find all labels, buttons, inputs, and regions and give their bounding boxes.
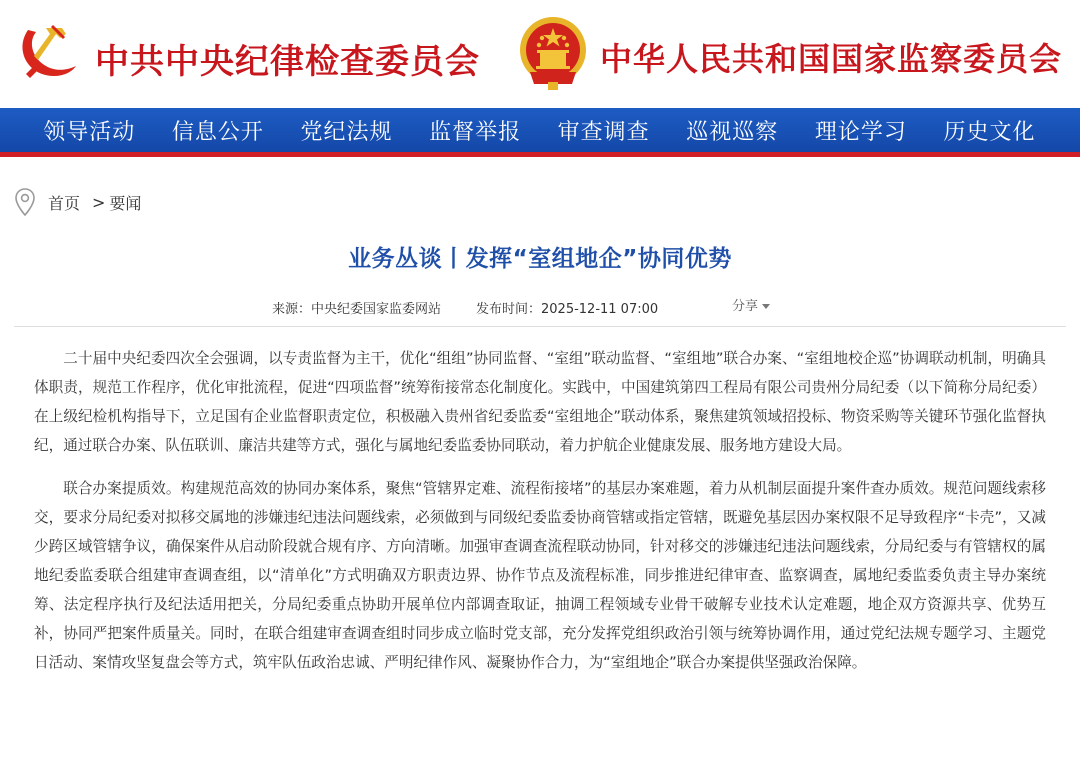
article-meta: [0, 298, 1080, 318]
share-caret-icon: [762, 304, 770, 309]
location-pin-icon: [14, 187, 36, 217]
nav-item-supervision[interactable]: 监督举报: [429, 119, 522, 145]
nav-item-regulations[interactable]: 党纪法规: [300, 119, 393, 145]
main-nav: [0, 108, 1080, 152]
share-label: 分享: [732, 299, 759, 314]
nav-item-theory[interactable]: 理论学习: [814, 119, 907, 145]
nav-item-leadership[interactable]: 领导活动: [43, 119, 136, 145]
breadcrumb: [14, 186, 141, 218]
article-title: 业务丛谈丨发挥“室组地企”协同优势: [348, 246, 732, 272]
breadcrumb-current-link[interactable]: 要闻: [109, 193, 142, 213]
nav-item-inspection[interactable]: 巡视巡察: [686, 119, 779, 145]
share-button[interactable]: [732, 295, 770, 314]
breadcrumb-separator: >: [92, 192, 106, 212]
article-paragraph: 二十届中央纪委四次全会强调，以专责监督为主干，优化“组组”协同监督、“室组”联动监督、“室组地”联合办案、“室组地校企巡”协调联动机制，明确具体职责，规范工作程序，优化审批流程，促进“四项监督”统筹衔接常态化制度化。实践中，中国建筑第四工程局有限公司贵州分局纪委（以下简称分局纪委）在上级纪检机构指导下，立足国有企业监督职责定位，积极融入贵州省纪委监委“室组地企”联动体系，聚焦建筑领域招投标、物资采购等关键环节强化监督执纪，通过联合办案、队伍联训、廉洁共建等方式，强化与属地纪委监委协同联动，着力护航企业健康发展、服务地方建设大局。: [34, 350, 1046, 454]
cpc-ccdi-title: 中共中央纪律检查委员会: [95, 42, 480, 82]
breadcrumb-home-link[interactable]: 首页: [48, 193, 81, 213]
nav-item-history[interactable]: 历史文化: [943, 119, 1036, 145]
party-emblem-icon: [16, 20, 80, 84]
nsc-title: 中华人民共和国国家监察委员会: [600, 40, 1063, 78]
site-header: [0, 0, 1080, 108]
article-source: 来源：中央纪委国家监委网站: [272, 302, 442, 317]
nav-item-investigation[interactable]: 审查调查: [557, 119, 650, 145]
nav-item-information[interactable]: 信息公开: [171, 119, 264, 145]
meta-divider: [14, 326, 1066, 327]
article-paragraph: 联合办案提质效。构建规范高效的协同办案体系，聚焦“管辖界定难、流程衔接堵”的基层办案难题，着力从机制层面提升案件查办质效。规范问题线索移交，要求分局纪委对拟移交属地的涉嫌违纪违法问题线索，必须做到与同级纪委监委协商管辖或指定管辖，既避免基层因办案权限不足导致程序“卡壳”，又减少跨区域管辖争议，确保案件从启动阶段就合规有序、方向清晰。加强审查调查流程联动协同，针对移交的涉嫌违纪违法问题线索，分局纪委与有管辖权的属地纪委监委联合组建审查调查组，以“清单化”方式明确双方职责边界、协作节点及流程标准，同步推进纪律审查、监察调查，属地纪委监委负责主导办案统筹、法定程序执行及纪法适用把关，分局纪委重点协助开展单位内部调查取证，抽调工程领域专业骨干破解专业技术认定难题，地企双方资源共享、优势互补，协同严把案件质量关。同时，在联合组建审查调查组时同步成立临时党支部，充分发挥党组织政治引领与统筹协调作用，通过党纪法规专题学习、主题党日活动、案情攻坚复盘会等方式，筑牢队伍政治忠诚、严明纪律作风、凝聚协作合力，为“室组地企”联合办案提供坚强政治保障。: [34, 480, 1046, 671]
article-body: [34, 344, 1046, 691]
national-emblem-icon: [518, 12, 588, 92]
nav-red-line: [0, 152, 1080, 157]
article-publish-time: 发布时间：2025-12-11 07:00: [476, 302, 659, 317]
